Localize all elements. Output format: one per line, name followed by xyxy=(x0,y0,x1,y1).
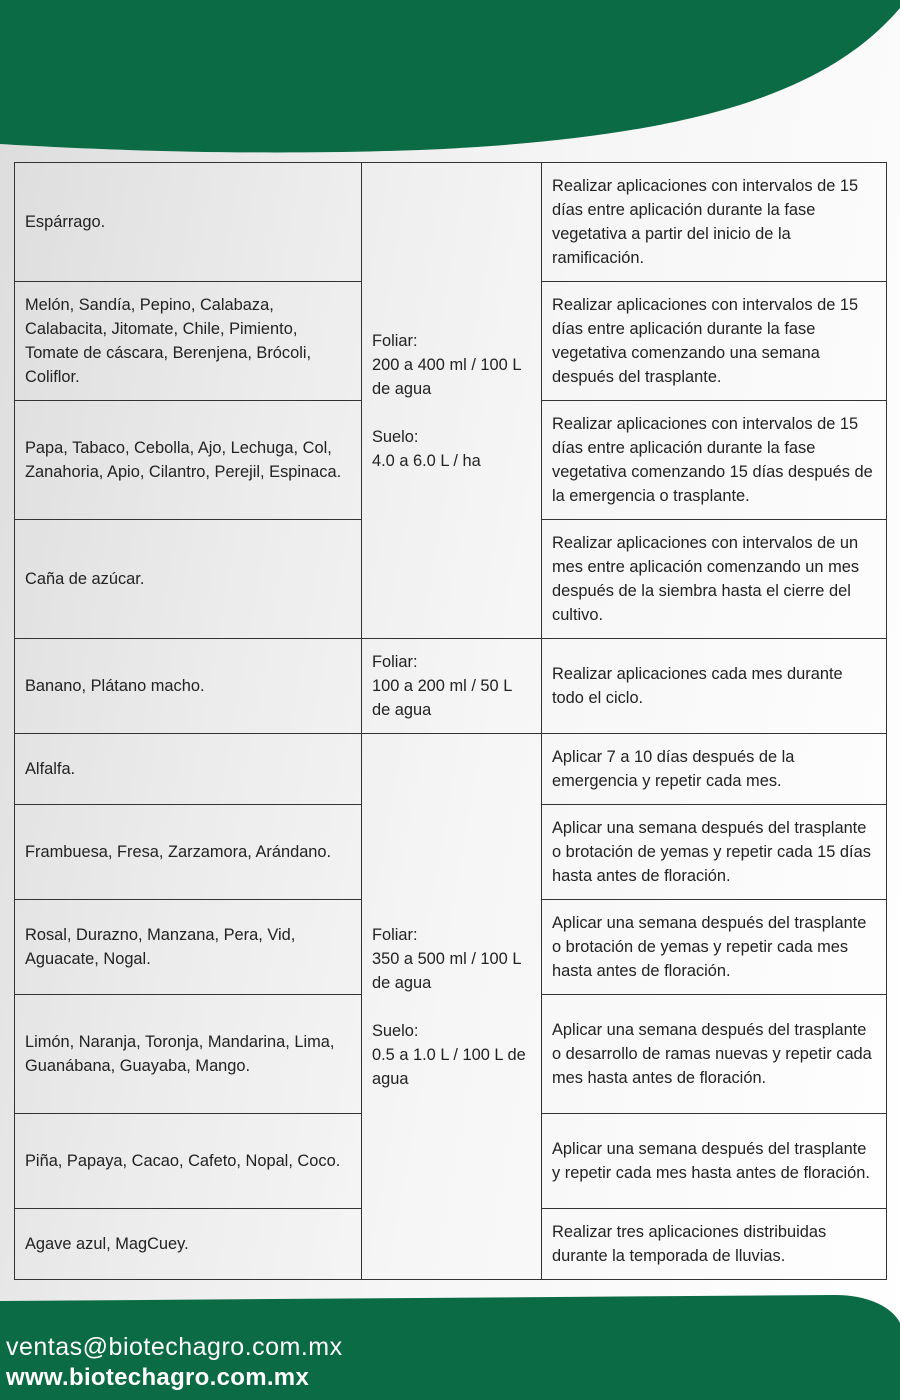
crop-cell: Agave azul, MagCuey. xyxy=(15,1209,362,1280)
instruction-cell: Aplicar una semana después del trasplante o brotación de yemas y repetir cada 15 días hasta antes de floración. xyxy=(542,805,887,900)
foliar-label: Foliar: xyxy=(372,331,418,350)
foliar-label: Foliar: xyxy=(372,925,418,944)
instruction-cell: Realizar aplicaciones con intervalos de 15 días entre aplicación durante la fase vegetativa a partir del inicio de la ramificación. xyxy=(542,163,887,282)
table-row xyxy=(15,163,887,282)
crop-cell: Piña, Papaya, Cacao, Cafeto, Nopal, Coco. xyxy=(15,1114,362,1209)
application-table xyxy=(14,162,887,1280)
soil-dose: 0.5 a 1.0 L / 100 L de agua xyxy=(372,1045,526,1088)
contact-website[interactable]: www.biotechagro.com.mx xyxy=(6,1364,310,1391)
instruction-cell: Realizar aplicaciones cada mes durante todo el ciclo. xyxy=(542,639,887,734)
instruction-cell: Aplicar 7 a 10 días después de la emergencia y repetir cada mes. xyxy=(542,734,887,805)
table-row xyxy=(15,734,887,805)
crop-cell: Banano, Plátano macho. xyxy=(15,639,362,734)
foliar-dose: 100 a 200 ml / 50 L de agua xyxy=(372,677,512,719)
foliar-dose: 350 a 500 ml / 100 L de agua xyxy=(372,949,521,992)
dose-cell xyxy=(362,734,542,1280)
instruction-cell: Aplicar una semana después del trasplante y repetir cada mes hasta antes de floración. xyxy=(542,1114,887,1209)
crop-cell: Caña de azúcar. xyxy=(15,520,362,639)
crop-cell: Papa, Tabaco, Cebolla, Ajo, Lechuga, Col, Zanahoria, Apio, Cilantro, Perejil, Espinaca. xyxy=(15,401,362,520)
soil-label: Suelo: xyxy=(372,1021,419,1040)
soil-label: Suelo: xyxy=(372,427,419,446)
dose-cell xyxy=(362,163,542,639)
header-wave-decoration xyxy=(0,0,900,170)
foliar-dose: 200 a 400 ml / 100 L de agua xyxy=(372,355,521,398)
crop-cell: Rosal, Durazno, Manzana, Pera, Vid, Aguacate, Nogal. xyxy=(15,900,362,995)
crop-cell: Melón, Sandía, Pepino, Calabaza, Calabacita, Jitomate, Chile, Pimiento, Tomate de cáscara, Berenjena, Brócoli, Coliflor. xyxy=(15,282,362,401)
dose-cell xyxy=(362,639,542,734)
table-row xyxy=(15,639,887,734)
crop-cell: Limón, Naranja, Toronja, Mandarina, Lima, Guanábana, Guayaba, Mango. xyxy=(15,995,362,1114)
instruction-cell: Realizar aplicaciones con intervalos de 15 días entre aplicación durante la fase vegetativa comenzando 15 días después de la emergencia o trasplante. xyxy=(542,401,887,520)
instruction-cell: Realizar aplicaciones con intervalos de 15 días entre aplicación durante la fase vegetativa comenzando una semana después del trasplante. xyxy=(542,282,887,401)
instruction-cell: Aplicar una semana después del trasplante o brotación de yemas y repetir cada mes hasta antes de floración. xyxy=(542,900,887,995)
instruction-cell: Realizar aplicaciones con intervalos de un mes entre aplicación comenzando un mes después de la siembra hasta el cierre del cultivo. xyxy=(542,520,887,639)
foliar-label: Foliar: xyxy=(372,653,418,671)
soil-dose: 4.0 a 6.0 L / ha xyxy=(372,451,481,470)
crop-cell: Espárrago. xyxy=(15,163,362,282)
crop-cell: Alfalfa. xyxy=(15,734,362,805)
instruction-cell: Realizar tres aplicaciones distribuidas durante la temporada de lluvias. xyxy=(542,1209,887,1280)
instruction-cell: Aplicar una semana después del trasplante o desarrollo de ramas nuevas y repetir cada mes hasta antes de floración. xyxy=(542,995,887,1114)
contact-email[interactable]: ventas@biotechagro.com.mx xyxy=(6,1333,343,1361)
crop-cell: Frambuesa, Fresa, Zarzamora, Arándano. xyxy=(15,805,362,900)
